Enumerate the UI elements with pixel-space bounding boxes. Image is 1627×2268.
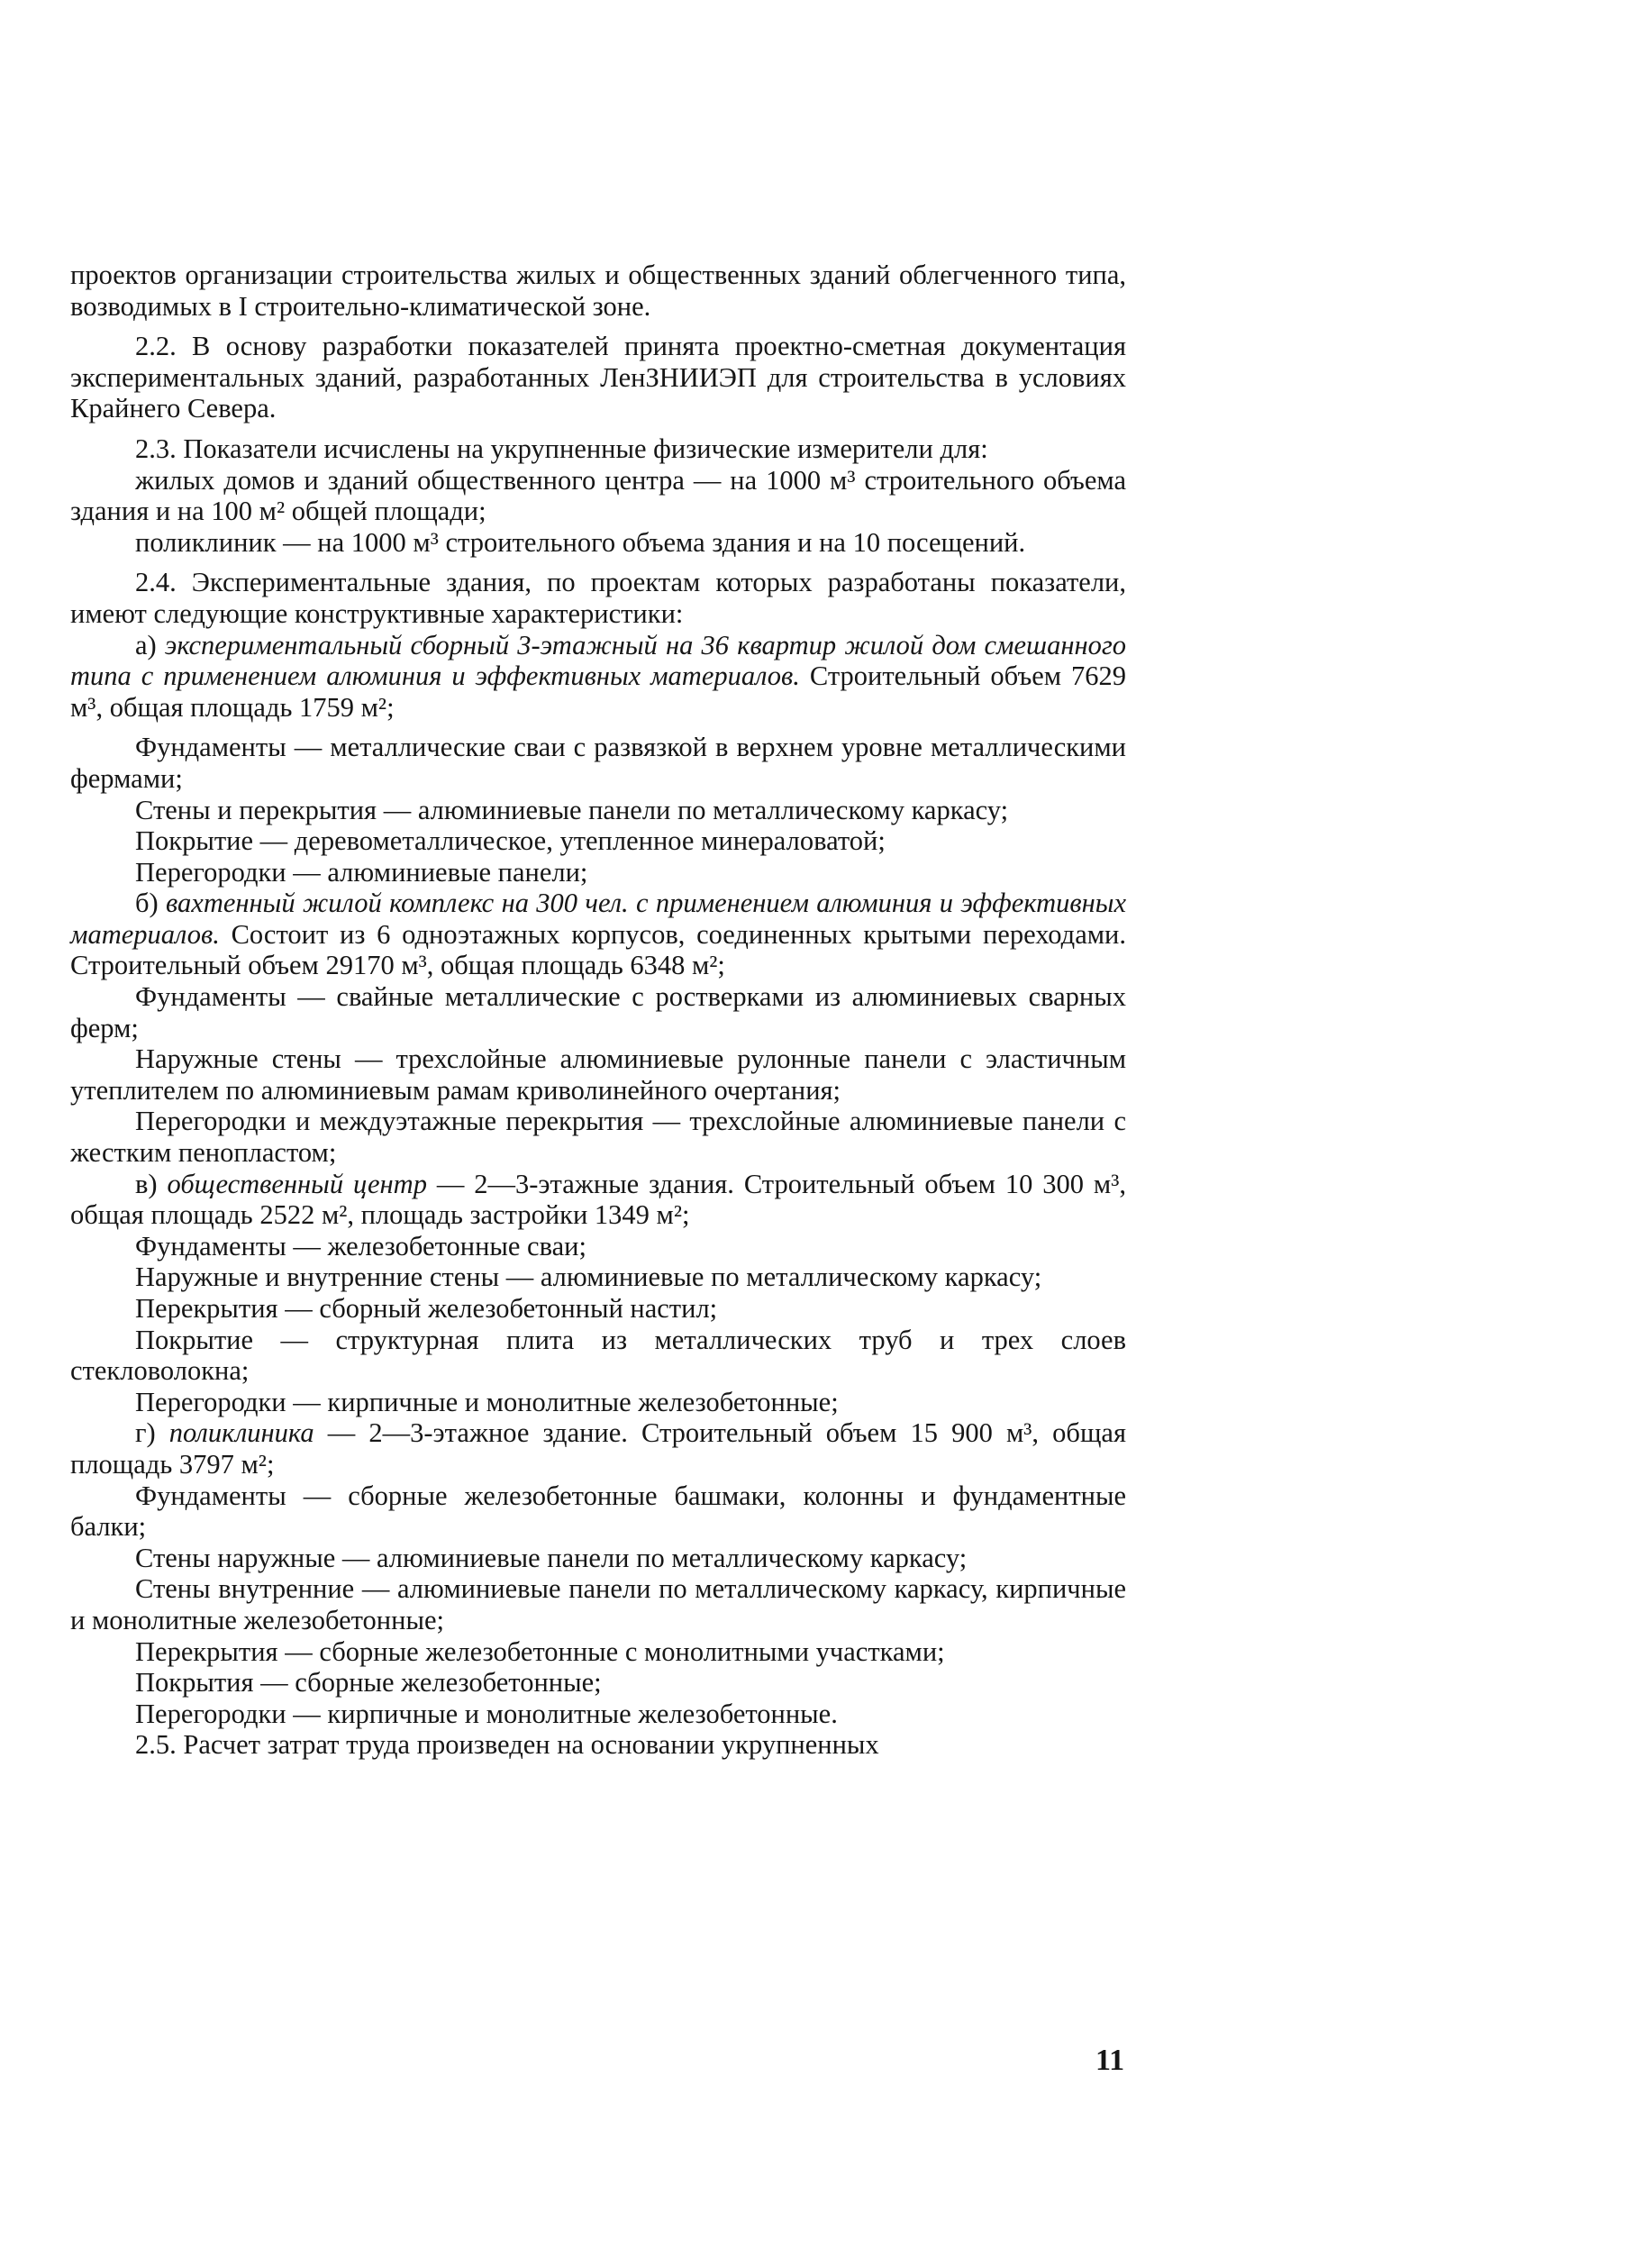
item-c: в) общественный центр — 2—3-этажные здания. Строительный объем 10 300 м³, общая площадь 2522 м², площадь застройки 1349 м²; — [70, 1168, 1126, 1231]
item-d-floors: Перекрытия — сборные железобетонные с монолитными участками; — [135, 1635, 945, 1667]
item-a-foundations: Фундаменты — металлические сваи с развязкой в верхнем уровне металлическими фермами; — [70, 732, 1126, 794]
paragraph-2-2: 2.2. В основу разработки показателей принята проектно-сметная документация экспериментальных зданий, разработанных ЛенЗНИИЭП для строительства в условиях Крайнего Севера. — [70, 331, 1126, 424]
body-text — [70, 260, 1126, 1761]
item-d-roof: Покрытия — сборные железобетонные; — [135, 1667, 602, 1699]
paragraph-continuation: проектов организации строительства жилых и общественных зданий облегченного типа, возводимых в I строительно-климатической зоне. — [70, 260, 1126, 322]
paragraph-2-5: 2.5. Расчет затрат труда произведен на основании укрупненных — [135, 1729, 879, 1761]
item-a-partitions: Перегородки — алюминиевые панели; — [135, 856, 588, 888]
item-c-walls: Наружные и внутренние стены — алюминиевые по металлическому каркасу; — [135, 1262, 1042, 1293]
item-d: г) поликлиника — 2—3-этажное здание. Строительный объем 15 900 м³, общая площадь 3797 м²; — [70, 1417, 1126, 1480]
item-b: б) вахтенный жилой комплекс на 300 чел. с применением алюминия и эффективных материалов. Состоит из 6 одноэтажных корпусов, соединенных крытыми переходами. Строительный объем 29170 м³, общая площадь 6348 м²; — [70, 888, 1126, 981]
item-a-walls: Стены и перекрытия — алюминиевые панели по металлическому каркасу; — [135, 794, 1009, 825]
paragraph-2-3: 2.3. Показатели исчислены на укрупненные физические измерители для: — [135, 433, 988, 464]
item-a: а) экспериментальный сборный 3-этажный на 36 квартир жилой дом смешанного типа с применением алюминия и эффективных материалов. Строительный объем 7629 м³, общая площадь 1759 м²; — [70, 629, 1127, 723]
item-b-partitions: Перегородки и междуэтажные перекрытия — трехслойные алюминиевые панели с жестким пенопластом; — [70, 1106, 1126, 1169]
list-item-polyclinic: поликлиник — на 1000 м³ строительного объема здания и на 10 посещений. — [135, 526, 1026, 558]
item-b-outer-walls: Наружные стены — трехслойные алюминиевые рулонные панели с эластичным утеплителем по алюминиевым рамам криволинейного очертания; — [70, 1043, 1126, 1106]
item-c-partitions: Перегородки — кирпичные и монолитные железобетонные; — [135, 1386, 839, 1417]
item-d-partitions: Перегородки — кирпичные и монолитные железобетонные. — [135, 1698, 838, 1729]
list-item-residential: жилых домов и зданий общественного центра — на 1000 м³ строительного объема здания и на 100 м² общей площади; — [70, 464, 1126, 527]
item-b-foundations: Фундаменты — свайные металлические с ростверками из алюминиевых сварных ферм; — [70, 981, 1126, 1043]
item-d-foundations: Фундаменты — сборные железобетонные башмаки, колонны и фундаментные балки; — [70, 1480, 1126, 1543]
paragraph-2-4: 2.4. Экспериментальные здания, по проектам которых разработаны показатели, имеют следующие конструктивные характеристики: — [70, 567, 1126, 629]
item-c-roof: Покрытие — структурная плита из металлических труб и трех слоев стекловолокна; — [70, 1324, 1126, 1387]
item-c-foundations: Фундаменты — железобетонные сваи; — [135, 1230, 586, 1262]
item-d-outer-walls: Стены наружные — алюминиевые панели по металлическому каркасу; — [135, 1542, 968, 1573]
item-d-inner-walls: Стены внутренние — алюминиевые панели по металлическому каркасу, кирпичные и монолитные железобетонные; — [70, 1573, 1126, 1635]
item-c-floors: Перекрытия — сборный железобетонный настил; — [135, 1293, 718, 1324]
item-a-roof: Покрытие — деревометаллическое, утепленное минераловатой; — [135, 825, 886, 857]
page-number: 11 — [1095, 2044, 1125, 2077]
